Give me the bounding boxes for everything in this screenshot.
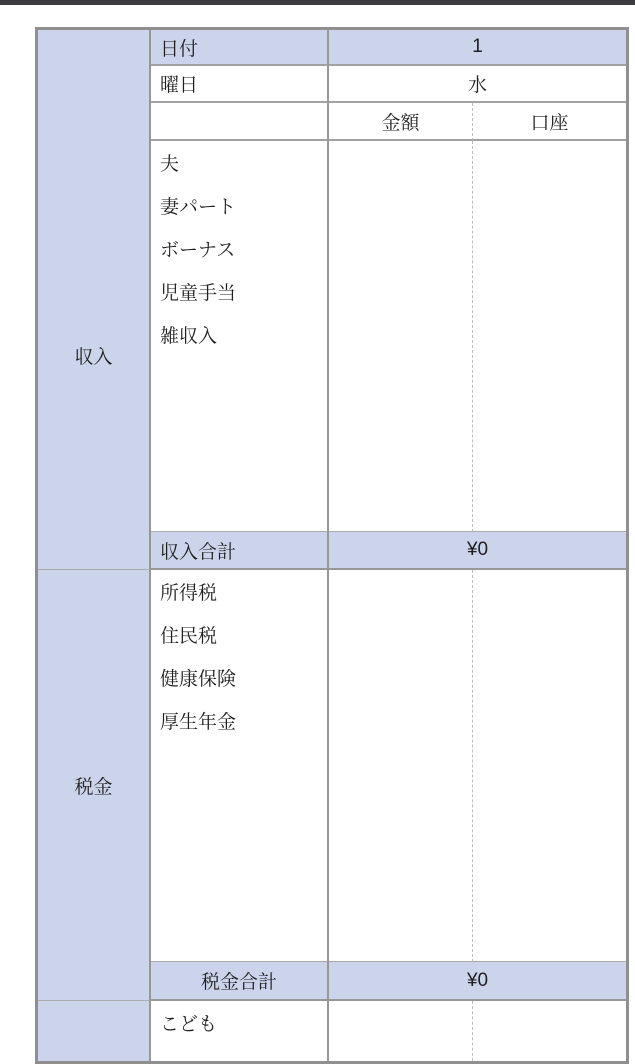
- date-label-cell[interactable]: 日付: [151, 30, 329, 66]
- children-item-kids[interactable]: こども: [160, 1014, 218, 1035]
- section-spacer-cell: [38, 30, 151, 141]
- income-section-cell[interactable]: 収入: [38, 141, 151, 570]
- tax-item-pension[interactable]: 厚生年金: [160, 712, 237, 733]
- weekday-label-cell[interactable]: 曜日: [151, 66, 329, 103]
- income-item-wife-part-time[interactable]: 妻パート: [160, 197, 237, 218]
- tax-amount-cell[interactable]: [329, 570, 473, 962]
- children-account-cell[interactable]: [473, 1001, 626, 1061]
- income-item-list-cell: [151, 141, 329, 532]
- tax-item-income-tax[interactable]: 所得税: [160, 583, 218, 604]
- weekday-value-cell[interactable]: 水: [329, 66, 626, 103]
- children-amount-cell[interactable]: [329, 1001, 473, 1061]
- income-item-child-allowance[interactable]: 児童手当: [160, 283, 237, 304]
- income-item-misc-income[interactable]: 雑収入: [160, 326, 218, 347]
- children-items-row: [38, 1001, 626, 1061]
- income-item-bonus[interactable]: ボーナス: [160, 240, 236, 261]
- tax-items-row: [38, 570, 626, 962]
- budget-table: [35, 27, 629, 1064]
- income-account-cell[interactable]: [473, 141, 626, 532]
- tax-total-label-cell[interactable]: 税金合計: [151, 962, 329, 1001]
- tax-item-resident-tax[interactable]: 住民税: [160, 626, 218, 647]
- income-item-husband[interactable]: 夫: [160, 154, 180, 175]
- date-value-cell[interactable]: 1: [329, 30, 626, 66]
- income-amount-cell[interactable]: [329, 141, 473, 532]
- empty-header-cell[interactable]: [151, 103, 329, 141]
- top-edge-bar: [0, 0, 635, 5]
- children-item-list-cell: [151, 1001, 329, 1061]
- income-total-value-cell[interactable]: ¥0: [329, 532, 626, 570]
- tax-total-value-cell[interactable]: ¥0: [329, 962, 626, 1001]
- children-section-cell[interactable]: [38, 1001, 151, 1061]
- tax-section-cell[interactable]: 税金: [38, 570, 151, 1001]
- tax-item-list-cell: [151, 570, 329, 962]
- account-header-cell[interactable]: 口座: [473, 103, 626, 141]
- amount-header-cell[interactable]: 金額: [329, 103, 473, 141]
- tax-item-health-insurance[interactable]: 健康保険: [160, 669, 237, 690]
- income-items-row: [38, 141, 626, 532]
- tax-account-cell[interactable]: [473, 570, 626, 962]
- income-total-label-cell[interactable]: 収入合計: [151, 532, 329, 570]
- date-row: [38, 30, 626, 66]
